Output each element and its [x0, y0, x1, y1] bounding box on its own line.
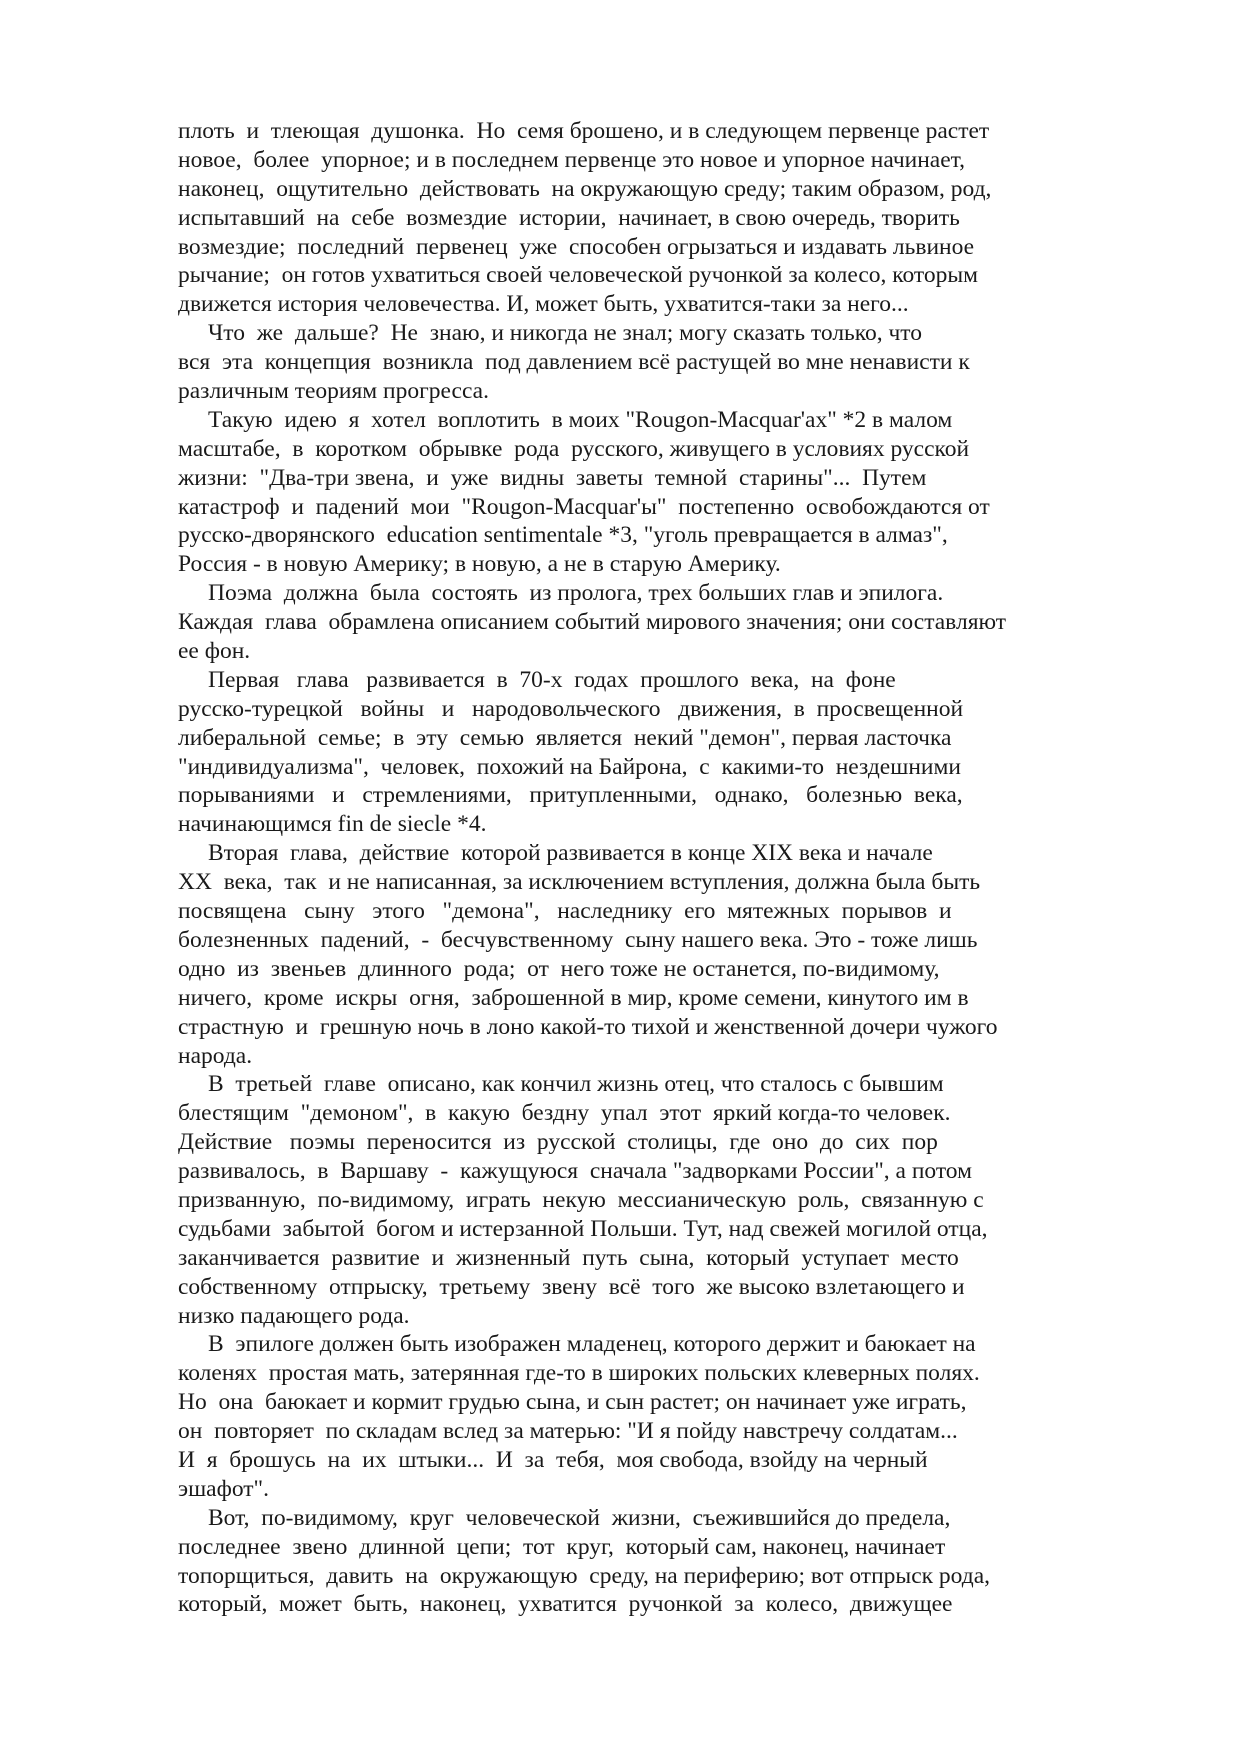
text-line: Вот, по-видимому, круг человеческой жизни, съежившийся до предела,: [208, 1504, 951, 1531]
text-line: болезненных падений, - бесчувственному сыну нашего века. Это - тоже лишь: [178, 926, 978, 953]
text-line: различным теориям прогресса.: [178, 378, 489, 405]
text-line: В третьей главе описано, как кончил жизнь отец, что сталось с бывшим: [208, 1071, 944, 1098]
text-line: призванную, по-видимому, играть некую мессианическую роль, связанную с: [178, 1186, 984, 1213]
text-line: народа.: [178, 1042, 253, 1069]
text-line: начинающимся fin de siecle *4.: [178, 811, 487, 838]
text-line: жизни: "Два-три звена, и уже видны заветы темной старины"... Путем: [178, 464, 927, 491]
text-line: одно из звеньев длинного рода; от него тоже не останется, по-видимому,: [178, 955, 940, 982]
text-line: катастроф и падений мои "Rougon-Macquar'ы" постепенно освобождаются от: [178, 493, 990, 520]
text-line: вся эта концепция возникла под давлением всё растущей во мне ненависти к: [178, 349, 970, 376]
text-line: коленях простая мать, затерянная где-то в широких польских клеверных полях.: [178, 1360, 980, 1387]
text-line: XX века, так и не написанная, за исключением вступления, должна была быть: [178, 869, 981, 896]
text-line: "индивидуализма", человек, похожий на Байрона, с какими-то нездешними: [178, 753, 961, 780]
text-line: который, может быть, наконец, ухватится ручонкой за колесо, движущее: [178, 1591, 953, 1618]
text-line: развивалось, в Варшаву - кажущуюся сначала "задворками России", а потом: [178, 1158, 972, 1185]
text-line: Вторая глава, действие которой развивается в конце XIX века и начале: [208, 840, 933, 867]
text-line: Поэма должна была состоять из пролога, трех больших глав и эпилога.: [208, 580, 944, 607]
text-line: плоть и тлеющая душонка. Но семя брошено, и в следующем первенце растет: [178, 118, 990, 144]
text-line: порываниями и стремлениями, притупленными, однако, болезнью века,: [178, 782, 963, 809]
text-line: В эпилоге должен быть изображен младенец, которого держит и баюкает на: [208, 1331, 976, 1358]
text-line: Россия - в новую Америку; в новую, а не в старую Америку.: [178, 551, 781, 578]
text-line: судьбами забытой богом и истерзанной Польши. Тут, над свежей могилой отца,: [178, 1215, 988, 1242]
text-line: И я брошусь на их штыки... И за тебя, моя свобода, взойду на черный: [178, 1446, 928, 1473]
text-line: ничего, кроме искры огня, заброшенной в мир, кроме семени, кинутого им в: [178, 984, 969, 1011]
body-text: [178, 117, 1078, 1619]
text-line: Что же дальше? Не знаю, и никогда не знал; могу сказать только, что: [208, 320, 923, 347]
text-line: заканчивается развитие и жизненный путь сына, который уступает место: [178, 1244, 959, 1271]
text-line: Но она баюкает и кормит грудью сына, и сын растет; он начинает уже играть,: [178, 1389, 967, 1416]
text-line: топорщиться, давить на окружающую среду, на периферию; вот отпрыск рода,: [178, 1562, 991, 1589]
text-line: наконец, ощутительно действовать на окружающую среду; таким образом, род,: [178, 175, 992, 202]
text-line: испытавший на себе возмездие истории, начинает, в свою очередь, творить: [178, 204, 960, 231]
text-line: русско-турецкой войны и народовольческого движения, в просвещенной: [178, 695, 964, 722]
text-line: масштабе, в коротком обрывке рода русского, живущего в условиях русской: [178, 435, 970, 462]
text-line: ее фон.: [178, 638, 251, 665]
text-line: Каждая глава обрамлена описанием событий мирового значения; они составляют: [178, 609, 1007, 636]
text-line: рычание; он готов ухватиться своей человеческой ручонкой за колесо, которым: [178, 262, 979, 289]
text-line: низко падающего рода.: [178, 1302, 410, 1329]
text-line: возмездие; последний первенец уже способен огрызаться и издавать львиное: [178, 233, 975, 260]
text-line: либеральной семье; в эту семью является некий "демон", первая ласточка: [178, 724, 952, 751]
text-line: новое, более упорное; и в последнем первенце это новое и упорное начинает,: [178, 146, 966, 173]
text-line: движется история человечества. И, может быть, ухватится-таки за него...: [178, 291, 909, 318]
text-line: эшафот".: [178, 1475, 270, 1502]
text-line: посвящена сыну этого "демона", наследнику его мятежных порывов и: [178, 898, 952, 925]
text-line: последнее звено длинной цепи; тот круг, который сам, наконец, начинает: [178, 1533, 946, 1560]
text-line: собственному отпрыску, третьему звену всё того же высоко взлетающего и: [178, 1273, 965, 1300]
text-line: блестящим "демоном", в какую бездну упал этот яркий когда-то человек.: [178, 1100, 951, 1127]
text-line: Такую идею я хотел воплотить в моих "Rougon-Macquar'ах" *2 в малом: [208, 406, 953, 433]
text-line: Первая глава развивается в 70-х годах прошлого века, на фоне: [208, 666, 896, 693]
text-line: он повторяет по складам вслед за матерью: "И я пойду навстречу солдатам...: [178, 1418, 958, 1445]
text-line: страстную и грешную ночь в лоно какой-то тихой и женственной дочери чужого: [178, 1013, 998, 1040]
text-line: русско-дворянского education sentimentale *3, "уголь превращается в алмаз",: [178, 522, 948, 549]
text-line: Действие поэмы переносится из русской столицы, где оно до сих пор: [178, 1129, 938, 1156]
